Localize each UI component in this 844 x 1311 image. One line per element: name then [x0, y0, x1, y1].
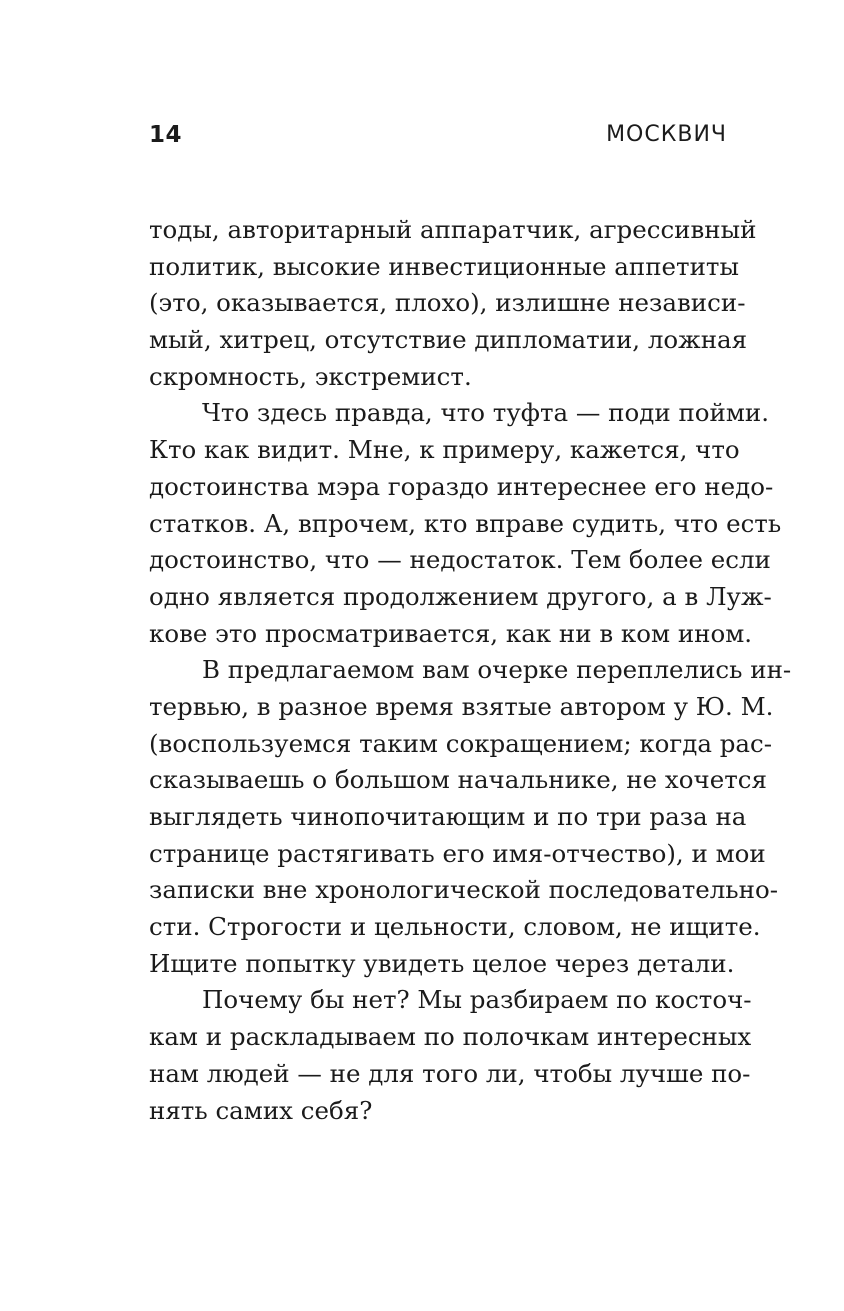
body-text: [149, 212, 792, 1129]
text-line: Ищите попытку увидеть целое через детали.: [149, 948, 735, 978]
text-line: кове это просматривается, как ни в ком ином.: [149, 618, 753, 648]
text-line: политик, высокие инвестиционные аппетиты: [149, 251, 739, 281]
text-line: тервью, в разное время взятые автором у Ю. М.: [149, 691, 774, 721]
text-line: (воспользуемся таким сокращением; когда рас-: [149, 728, 773, 758]
text-line: В предлагаемом вам очерке переплелись ин-: [202, 655, 792, 685]
text-line: достоинства мэра гораздо интереснее его недо-: [149, 471, 774, 501]
text-line: сказываешь о большом начальнике, не хочется: [149, 765, 767, 795]
text-line: сти. Строгости и цельности, словом, не ищите.: [149, 912, 761, 942]
text-line: скромность, экстремист.: [149, 361, 472, 391]
text-line: Что здесь правда, что туфта — поди пойми.: [202, 398, 770, 428]
text-line: достоинство, что — недостаток. Тем более если: [149, 545, 771, 575]
text-line: статков. А, впрочем, кто вправе судить, что есть: [149, 508, 782, 538]
text-line: мый, хитрец, отсутствие дипломатии, ложная: [149, 325, 748, 355]
text-line: (это, оказывается, плохо), излишне независи-: [149, 288, 746, 318]
text-line: нам людей — не для того ли, чтобы лучше по-: [149, 1058, 751, 1088]
text-line: выглядеть чинопочитающим и по три раза на: [149, 802, 747, 831]
paragraph-2: [149, 395, 782, 652]
paragraph-3: [149, 652, 792, 982]
paragraph-1: [149, 212, 757, 395]
running-head: [149, 118, 727, 158]
text-line: Почему бы нет? Мы разбираем по косточ-: [202, 985, 752, 1015]
text-line: тоды, авторитарный аппаратчик, агрессивный: [149, 215, 757, 244]
text-line: записки вне хронологической последовательно-: [149, 875, 779, 905]
text-line: одно является продолжением другого, а в Луж-: [149, 581, 772, 611]
page-number: 14: [149, 122, 183, 148]
text-line: кам и раскладываем по полочкам интересных: [149, 1022, 752, 1052]
text-line: Кто как видит. Мне, к примеру, кажется, что: [149, 435, 740, 465]
running-title: МОСКВИЧ: [606, 122, 727, 147]
text-line: нять самих себя?: [149, 1095, 373, 1125]
text-line: странице растягивать его имя-отчество), и мои: [149, 838, 766, 868]
paragraph-4: [149, 982, 752, 1129]
